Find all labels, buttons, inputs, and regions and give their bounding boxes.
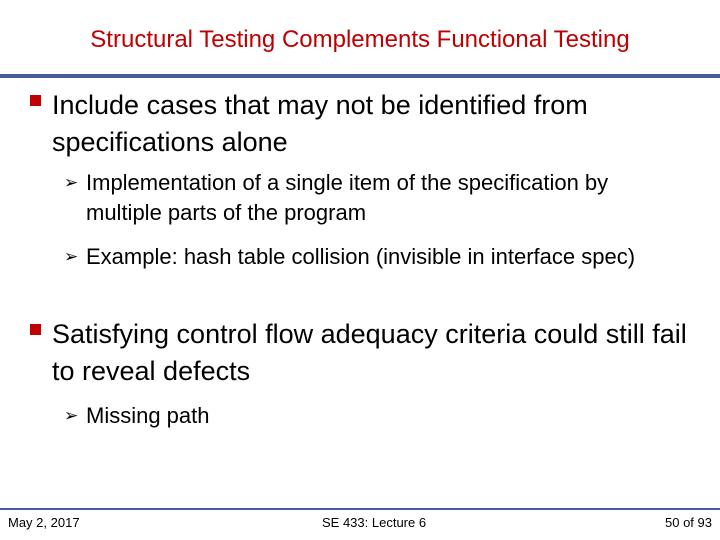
bullet-item [30,87,702,161]
footer-page-number: 50 of 93 [665,515,712,530]
square-bullet-icon [30,95,41,106]
footer-date: May 2, 2017 [8,515,80,530]
subbullet-text: Implementation of a single item of the specification by multiple parts of the program [86,170,609,225]
footer-divider [0,508,720,510]
square-bullet-icon [30,324,41,335]
arrow-bullet-icon: ➢ [64,247,79,266]
subbullet-text: Example: hash table collision (invisible in interface spec) [86,244,636,269]
bullet-text: Satisfying control flow adequacy criteria could still fail to reveal defects [52,319,687,386]
bullet-text: Include cases that may not be identified from specifications alone [52,90,588,157]
subbullet-item [64,401,664,431]
subbullet-text: Missing path [86,403,210,428]
bullet-item [30,316,702,390]
subbullet-item [64,242,664,272]
arrow-bullet-icon: ➢ [64,406,79,425]
title-divider [0,74,720,78]
subbullet-item [64,168,664,228]
arrow-bullet-icon: ➢ [64,173,79,192]
footer-course: SE 433: Lecture 6 [322,515,427,530]
slide-title: Structural Testing Complements Functional Testing [90,26,630,53]
